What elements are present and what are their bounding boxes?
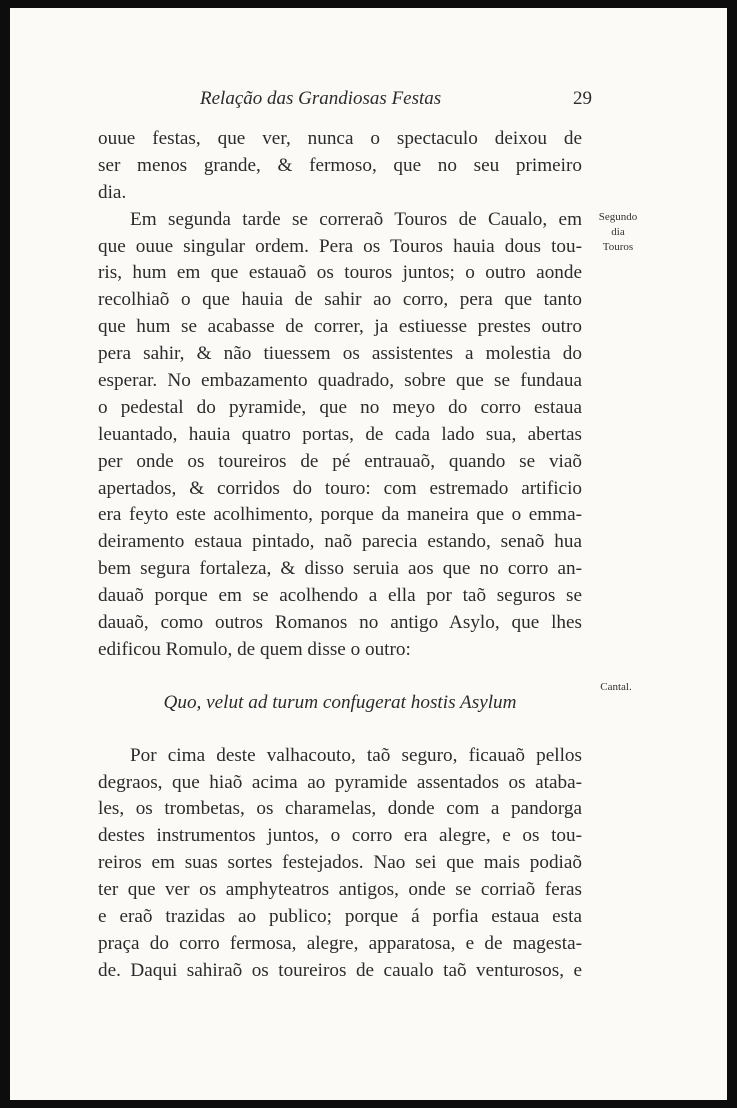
text-line: pera sahir, & não tiuessem os assistentes a molestia do (98, 343, 582, 365)
text-line: de. Daqui sahiraõ os toureiros de caualo taõ venturosos, e (98, 959, 582, 981)
page-number: 29 (573, 88, 592, 109)
text-line: Em segunda tarde se correraõ Touros de Caualo, em (130, 208, 582, 230)
margin-note-cantal: Cantal. (600, 681, 632, 693)
text-line: bem segura fortaleza, & disso seruia aos que no corro an- (98, 558, 582, 580)
text-line: esperar. No embazamento quadrado, sobre que se fundaua (98, 370, 582, 392)
text-line: dauaõ, como outros Romanos no antigo Asylo, que lhes (98, 612, 582, 634)
spacer (98, 664, 582, 690)
margin-note-line: dia (611, 226, 625, 238)
page-sheet (10, 8, 727, 1100)
text-line: ris, hum em que estauaõ os touros juntos; o outro aonde (98, 262, 582, 284)
text-line: apertados, & corridos do touro: com estremado artificio (98, 477, 582, 499)
latin-quote: Quo, velut ad turum confugerat hostis Asylum (163, 691, 517, 713)
text-line: Por cima deste valhacouto, taõ seguro, ficauaõ pellos (130, 744, 582, 766)
text-line: edificou Romulo, de quem disse o outro: (98, 638, 411, 660)
text-line: ouue festas, que ver, nunca o spectaculo deixou de (98, 128, 582, 149)
text-line: ter que ver os amphyteatros antigos, onde se corriaõ feras (98, 879, 582, 901)
spacer (98, 717, 582, 743)
text-line: deiramento estaua pintado, naõ parecia estando, senaõ hua (98, 531, 582, 553)
text-line: e eraõ trazidas ao publico; porque á porfia estaua esta (98, 906, 582, 928)
text-line: per onde os toureiros de pé entrauaõ, quando se viaõ (98, 450, 582, 472)
text-line: destes instrumentos juntos, o corro era alegre, e os tou- (98, 825, 582, 847)
margin-note-segundo-dia (588, 210, 648, 255)
margin-note-line: Segundo (598, 211, 638, 223)
text-line: leuantado, hauia quatro portas, de cada lado sua, abertas (98, 423, 582, 445)
margin-note-line: Touros (602, 241, 634, 253)
running-title: Relação das Grandiosas Festas (200, 88, 442, 109)
text-line: ser menos grande, & fermoso, que no seu primeiro (98, 154, 582, 176)
text-line: o pedestal do pyramide, que no meyo do corro estaua (98, 396, 582, 418)
text-line: degraos, que hiaõ acima ao pyramide assentados os ataba- (98, 771, 582, 793)
body-text (98, 126, 582, 985)
text-line: les, os trombetas, os charamelas, donde com a pandorga (98, 798, 582, 820)
text-line: era feyto este acolhimento, porque da maneira que o emma- (98, 504, 582, 526)
text-line: recolhiaõ o que hauia de sahir ao corro, pera que tanto (98, 289, 582, 311)
running-head (200, 88, 620, 118)
text-line: que hum se acabasse de correr, ja estiuesse prestes outro (98, 316, 582, 338)
text-line: reiros em suas sortes festejados. Nao sei que mais podiaõ (98, 852, 582, 874)
text-line: que ouue singular ordem. Pera os Touros hauia dous tou- (98, 235, 582, 257)
text-line: dia. (98, 181, 127, 203)
text-line: dauaõ porque em se acolhendo a ella por taõ seguros se (98, 585, 582, 607)
text-line: praça do corro fermosa, alegre, apparatosa, e de magesta- (98, 932, 582, 954)
